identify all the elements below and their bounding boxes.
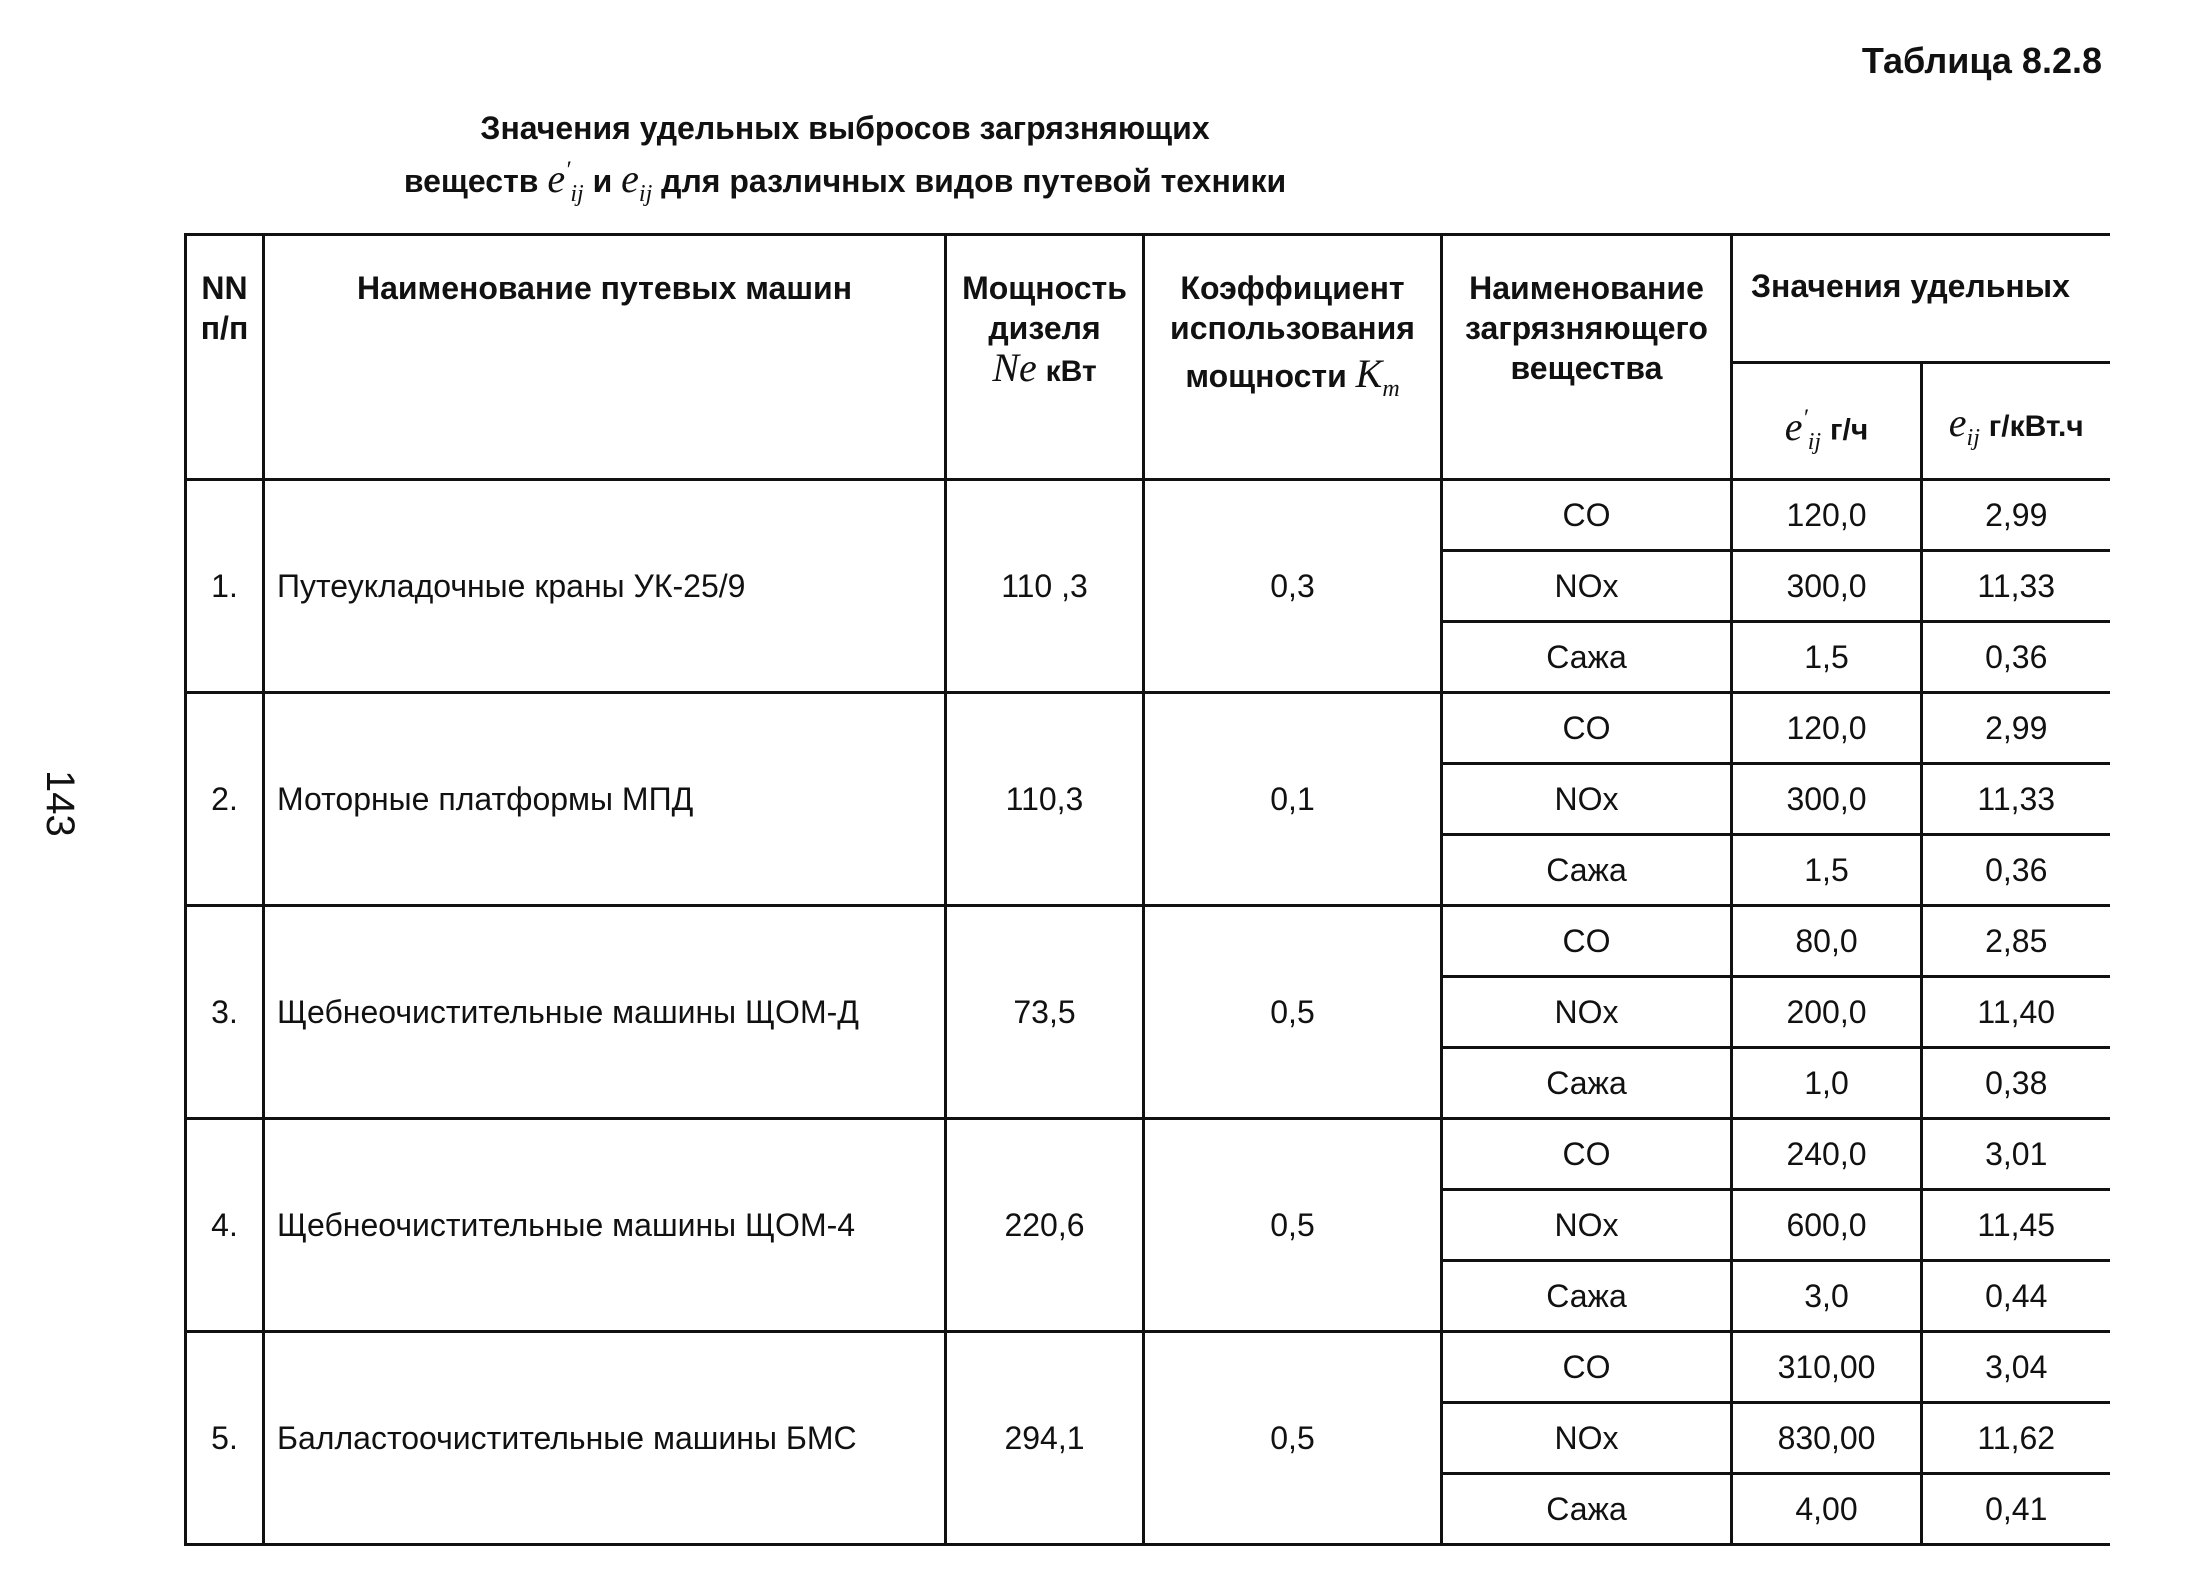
row-coefficient: 0,5 xyxy=(1144,1332,1442,1545)
row-value-gh: 120,0 xyxy=(1732,693,1922,764)
row-machine-name: Путеукладочные краны УК-25/9 xyxy=(264,480,946,693)
row-power: 73,5 xyxy=(946,906,1144,1119)
row-substance: CO xyxy=(1442,1119,1732,1190)
row-num: 2. xyxy=(186,693,264,906)
row-substance: Сажа xyxy=(1442,622,1732,693)
row-substance: CO xyxy=(1442,693,1732,764)
header-unit-gh: $e'_{ij}$ г/ч xyxy=(1732,363,1922,480)
row-value-gkwh: 0,36 xyxy=(1922,622,2110,693)
emissions-table xyxy=(184,233,2110,1546)
table-caption-line-1: Значения удельных выбросов загрязняющих xyxy=(480,110,1210,146)
row-substance: NOx xyxy=(1442,764,1732,835)
row-value-gkwh: 3,01 xyxy=(1922,1119,2110,1190)
row-substance: CO xyxy=(1442,480,1732,551)
row-machine-name: Балластоочистительные машины БМС xyxy=(264,1332,946,1545)
row-substance: NOx xyxy=(1442,1403,1732,1474)
row-coefficient: 0,5 xyxy=(1144,906,1442,1119)
row-value-gkwh: 11,45 xyxy=(1922,1190,2110,1261)
row-coefficient: 0,3 xyxy=(1144,480,1442,693)
row-substance: NOx xyxy=(1442,1190,1732,1261)
row-coefficient: 0,5 xyxy=(1144,1119,1442,1332)
row-value-gkwh: 11,40 xyxy=(1922,977,2110,1048)
header-power: Мощность дизеля Ne кВт xyxy=(946,235,1144,480)
row-value-gh: 240,0 xyxy=(1732,1119,1922,1190)
row-value-gh: 1,5 xyxy=(1732,622,1922,693)
row-power: 220,6 xyxy=(946,1119,1144,1332)
row-substance: Сажа xyxy=(1442,1048,1732,1119)
header-machine-name: Наименование путевых машин xyxy=(264,235,946,480)
row-power: 294,1 xyxy=(946,1332,1144,1545)
row-value-gh: 1,5 xyxy=(1732,835,1922,906)
row-value-gkwh: 11,62 xyxy=(1922,1403,2110,1474)
row-substance: NOx xyxy=(1442,551,1732,622)
row-value-gh: 300,0 xyxy=(1732,551,1922,622)
row-substance: CO xyxy=(1442,906,1732,977)
row-value-gkwh: 0,38 xyxy=(1922,1048,2110,1119)
header-unit-gkwh: $e_{ij}$ г/кВт.ч xyxy=(1922,363,2110,480)
row-value-gkwh: 11,33 xyxy=(1922,764,2110,835)
row-value-gh: 310,00 xyxy=(1732,1332,1922,1403)
row-value-gh: 1,0 xyxy=(1732,1048,1922,1119)
symbol-e-ij: $e_{ij}$ xyxy=(621,156,653,207)
row-value-gkwh: 2,99 xyxy=(1922,480,2110,551)
row-machine-name: Щебнеочистительные машины ЩОМ-Д xyxy=(264,906,946,1119)
row-machine-name: Моторные платформы МПД xyxy=(264,693,946,906)
header-specific-values: Значения удельных xyxy=(1732,235,2110,363)
row-num: 1. xyxy=(186,480,264,693)
caption-suffix: для различных видов путевой техники xyxy=(661,163,1287,199)
table-label: Таблица 8.2.8 xyxy=(1861,40,2102,81)
row-value-gkwh: 2,99 xyxy=(1922,693,2110,764)
row-value-gh: 80,0 xyxy=(1732,906,1922,977)
row-value-gh: 4,00 xyxy=(1732,1474,1922,1545)
row-value-gh: 3,0 xyxy=(1732,1261,1922,1332)
row-power: 110 ,3 xyxy=(946,480,1144,693)
row-substance: Сажа xyxy=(1442,1261,1732,1332)
row-machine-name: Щебнеочистительные машины ЩОМ-4 xyxy=(264,1119,946,1332)
row-substance: Сажа xyxy=(1442,835,1732,906)
row-substance: Сажа xyxy=(1442,1474,1732,1545)
row-coefficient: 0,1 xyxy=(1144,693,1442,906)
row-value-gkwh: 2,85 xyxy=(1922,906,2110,977)
row-value-gh: 300,0 xyxy=(1732,764,1922,835)
row-value-gh: 120,0 xyxy=(1732,480,1922,551)
row-value-gkwh: 0,36 xyxy=(1922,835,2110,906)
row-value-gh: 200,0 xyxy=(1732,977,1922,1048)
header-coefficient: Коэффициент использования мощности $K_m$ xyxy=(1144,235,1442,480)
header-nn: NN п/п xyxy=(186,235,264,480)
header-substance: Наименование загрязняющего вещества xyxy=(1442,235,1732,480)
row-power: 110,3 xyxy=(946,693,1144,906)
row-value-gh: 830,00 xyxy=(1732,1403,1922,1474)
row-value-gkwh: 0,41 xyxy=(1922,1474,2110,1545)
row-num: 4. xyxy=(186,1119,264,1332)
table-caption-line-2 xyxy=(300,155,1390,208)
row-value-gkwh: 3,04 xyxy=(1922,1332,2110,1403)
row-num: 5. xyxy=(186,1332,264,1545)
row-num: 3. xyxy=(186,906,264,1119)
row-substance: NOx xyxy=(1442,977,1732,1048)
row-value-gh: 600,0 xyxy=(1732,1190,1922,1261)
row-value-gkwh: 11,33 xyxy=(1922,551,2110,622)
caption-and: и xyxy=(592,163,613,199)
page-number: 143 xyxy=(38,770,82,837)
row-substance: CO xyxy=(1442,1332,1732,1403)
row-value-gkwh: 0,44 xyxy=(1922,1261,2110,1332)
caption-prefix: веществ xyxy=(403,163,539,199)
symbol-e-prime-ij: $e'_{ij}$ xyxy=(547,156,584,207)
